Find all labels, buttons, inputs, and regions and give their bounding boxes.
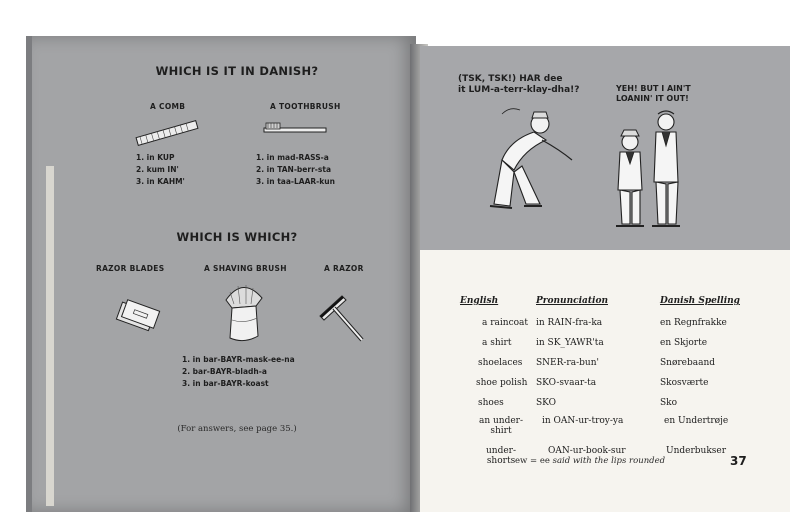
toothbrush-option-1: 1. in mad-RASS-a bbox=[256, 153, 329, 162]
danish-cell: en Skjorte bbox=[660, 338, 708, 348]
comb-option-3: 3. in KAHM' bbox=[136, 177, 185, 186]
english-cell: shoelaces bbox=[478, 358, 523, 368]
speech-right-line-1: YEH! BUT I AIN'T bbox=[616, 84, 691, 93]
pronunciation-cell: in RAIN-fra-ka bbox=[536, 318, 603, 328]
danish-cell: Sko bbox=[660, 398, 678, 408]
open-book bbox=[26, 36, 790, 512]
danish-cell: en Regnfrakke bbox=[660, 318, 727, 328]
right-page bbox=[420, 46, 790, 512]
pronunciation-cell: OAN-ur-book-sur bbox=[548, 446, 626, 456]
comb-label: A COMB bbox=[150, 102, 186, 111]
heading-which-is-it-in-danish: WHICH IS IT IN DANISH? bbox=[155, 64, 319, 78]
comb-option-2: 2. kum IN' bbox=[136, 165, 179, 174]
shaving-option-1: 1. in bar-BAYR-mask-ee-na bbox=[182, 355, 295, 364]
cartoon-panel bbox=[420, 46, 790, 250]
speech-left-line-1: (TSK, TSK!) HAR dee bbox=[458, 74, 563, 84]
english-cell: shoes bbox=[478, 398, 504, 408]
razor-blades-label: RAZOR BLADES bbox=[96, 264, 165, 273]
speech-right-line-2: LOANIN' IT OUT! bbox=[616, 94, 689, 103]
toothbrush-option-3: 3. in taa-LAAR-kun bbox=[256, 177, 335, 186]
speech-left-line-2: it LUM-a-terr-klay-dha!? bbox=[458, 85, 580, 95]
pronunciation-cell: in SK_YAWR'ta bbox=[536, 338, 604, 348]
razor-label: A RAZOR bbox=[324, 264, 364, 273]
comb-illustration bbox=[132, 118, 202, 148]
pronunciation-cell: in OAN-ur-troy-ya bbox=[542, 416, 624, 426]
toothbrush-option-2: 2. in TAN-berr-sta bbox=[256, 165, 332, 174]
pronunciation-cell: SNER-ra-bun' bbox=[536, 358, 599, 368]
english-cell: an under- shirt bbox=[478, 416, 524, 436]
english-cell: shoe polish bbox=[476, 378, 528, 388]
razor-blades-illustration bbox=[112, 298, 162, 338]
shaving-brush-illustration bbox=[218, 280, 268, 346]
header-pronunciation: Pronunciation bbox=[536, 296, 608, 306]
english-cell: a raincoat bbox=[482, 318, 529, 328]
comb-options bbox=[136, 152, 185, 188]
danish-cell: Underbukser bbox=[666, 446, 727, 456]
header-danish-spelling: Danish Spelling bbox=[660, 296, 740, 306]
shaving-option-3: 3. in bar-BAYR-koast bbox=[182, 379, 269, 388]
shaving-options bbox=[182, 354, 295, 390]
heading-which-is-which: WHICH IS WHICH? bbox=[176, 230, 298, 244]
shaving-brush-label: A SHAVING BRUSH bbox=[204, 264, 287, 273]
speech-bubble-left bbox=[458, 74, 579, 96]
toothbrush-options bbox=[256, 152, 335, 188]
toothbrush-label: A TOOTHBRUSH bbox=[270, 102, 341, 111]
danish-cell: Skosværte bbox=[660, 378, 709, 388]
footnote-prefix: ew = ee bbox=[515, 456, 550, 466]
danish-cell: Snørebaand bbox=[660, 358, 716, 368]
header-english: English bbox=[460, 296, 499, 306]
footnote-italic: said with the lips rounded bbox=[552, 456, 666, 466]
english-cell: a shirt bbox=[482, 338, 512, 348]
left-page bbox=[26, 36, 416, 512]
page-edge bbox=[46, 166, 54, 506]
page-number: 37 bbox=[730, 454, 747, 468]
danish-cell: en Undertrøje bbox=[664, 416, 729, 426]
english-cell: under- shorts bbox=[485, 446, 517, 466]
shaving-option-2: 2. bar-BAYR-bladh-a bbox=[182, 367, 267, 376]
pronunciation-cell: SKO-svaar-ta bbox=[536, 378, 597, 388]
answers-caption: (For answers, see page 35.) bbox=[177, 424, 297, 434]
footnote bbox=[515, 456, 665, 466]
pronunciation-cell: SKO bbox=[536, 398, 557, 408]
razor-illustration bbox=[316, 290, 372, 346]
cartoon-soldiers-illustration bbox=[480, 100, 700, 240]
toothbrush-illustration bbox=[260, 120, 330, 140]
comb-option-1: 1. in KUP bbox=[136, 153, 175, 162]
